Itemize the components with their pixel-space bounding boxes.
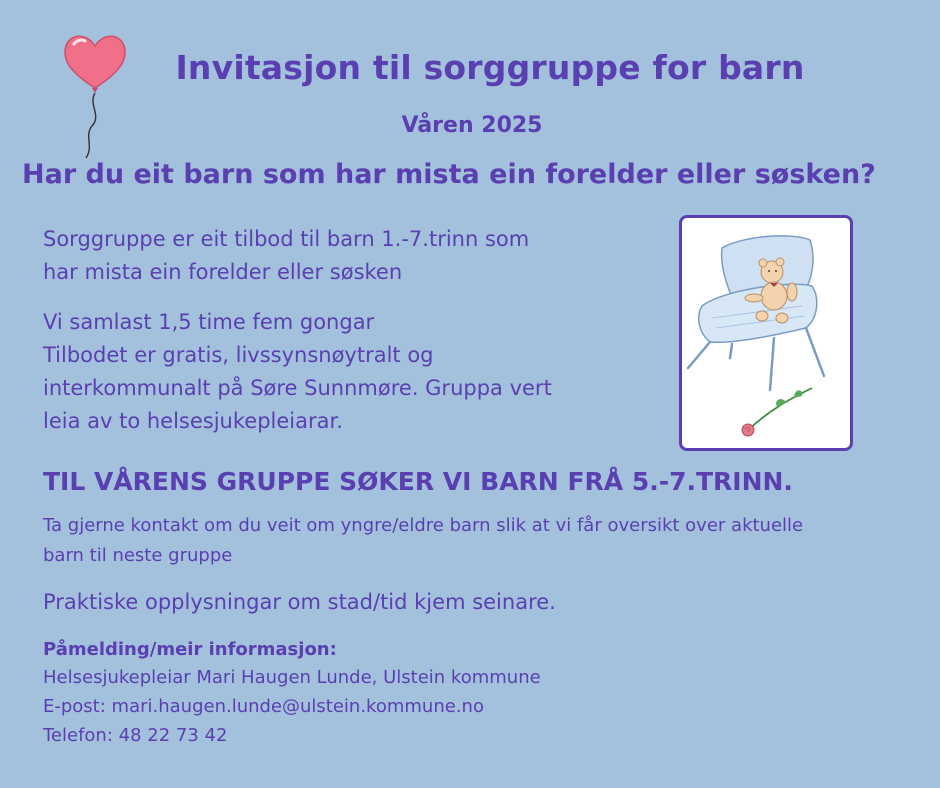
teddy-on-chair-illustration <box>682 218 850 448</box>
details-line: Vi samlast 1,5 time fem gongar <box>43 310 375 334</box>
page-title: Invitasjon til sorggruppe for barn <box>175 48 805 87</box>
contact-name: Helsesjukepleiar Mari Haugen Lunde, Ulstein kommune <box>43 667 541 688</box>
note-line: barn til neste gruppe <box>43 545 233 566</box>
details-line: leia av to helsesjukepleiarar. <box>43 409 343 433</box>
contact-heading: Påmelding/meir informasjon: <box>43 639 337 660</box>
details-line: Tilbodet er gratis, livssynsnøytralt og <box>43 343 434 367</box>
intro-paragraph <box>43 223 643 289</box>
question-heading: Har du eit barn som har mista ein forelder eller søsken? <box>22 159 876 190</box>
intro-line: har mista ein forelder eller søsken <box>43 260 403 284</box>
note-line: Ta gjerne kontakt om du veit om yngre/eldre barn slik at vi får oversikt over aktuelle <box>43 515 804 536</box>
intro-line: Sorggruppe er eit tilbod til barn 1.-7.trinn som <box>43 227 530 251</box>
contact-email: E-post: mari.haugen.lunde@ulstein.kommune.no <box>43 696 484 717</box>
page-subtitle: Våren 2025 <box>401 113 543 138</box>
practical-info: Praktiske opplysningar om stad/tid kjem seinare. <box>43 590 556 614</box>
illustration-frame <box>679 215 853 451</box>
note-paragraph <box>43 511 938 571</box>
contact-phone: Telefon: 48 22 73 42 <box>43 725 228 746</box>
details-line: interkommunalt på Søre Sunnmøre. Gruppa vert <box>43 376 552 400</box>
group-heading: TIL VÅRENS GRUPPE SØKER VI BARN FRÅ 5.-7.TRINN. <box>43 467 793 496</box>
details-paragraph <box>43 306 643 438</box>
